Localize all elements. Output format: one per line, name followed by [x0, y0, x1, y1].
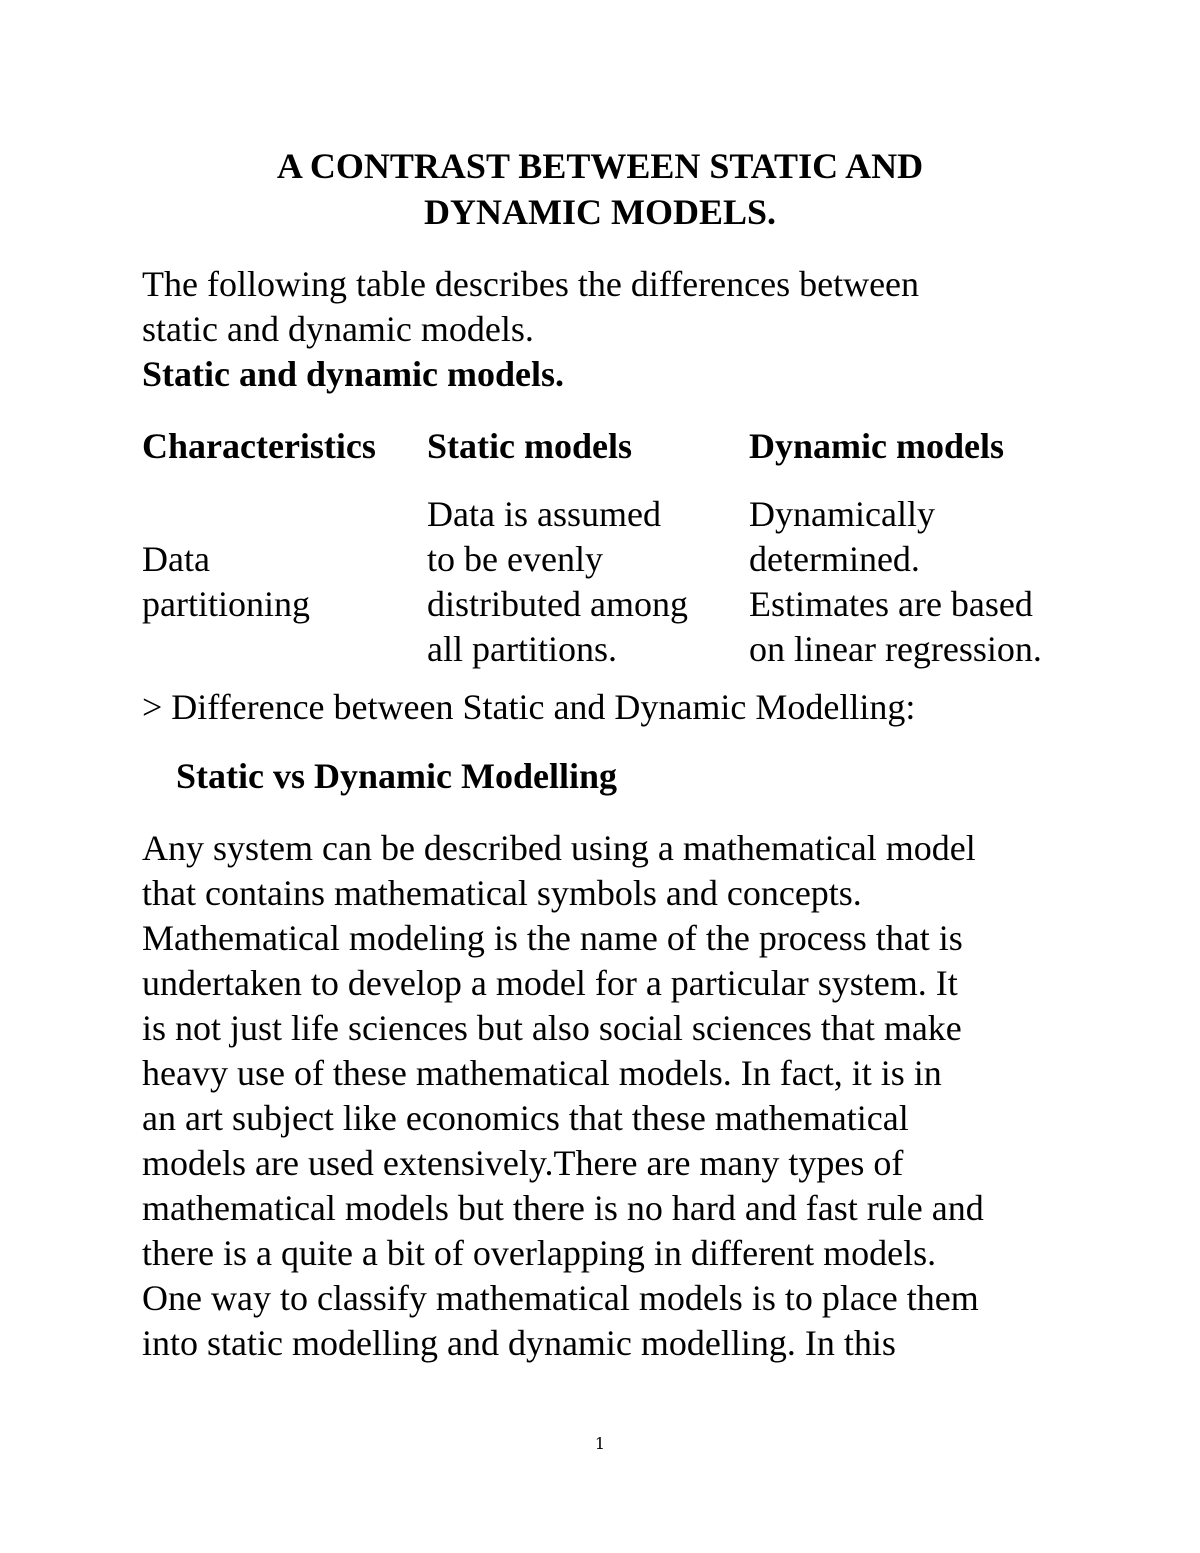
cell-line: partitioning	[142, 584, 310, 624]
table-cell-characteristic	[142, 537, 310, 627]
intro-line-2: static and dynamic models.	[142, 309, 534, 349]
body-line: Any system can be described using a mathematical model	[142, 828, 976, 868]
table-cell-dynamic	[749, 492, 1042, 672]
cell-line: on linear regression.	[749, 629, 1042, 669]
body-line: Mathematical modeling is the name of the process that is	[142, 918, 963, 958]
cell-line: all partitions.	[427, 629, 617, 669]
body-line: there is a quite a bit of overlapping in different models.	[142, 1233, 937, 1273]
cell-line: determined.	[749, 539, 920, 579]
section-heading: Static vs Dynamic Modelling	[176, 756, 617, 796]
body-line: One way to classify mathematical models is to place them	[142, 1278, 979, 1318]
table-header-characteristics: Characteristics	[142, 426, 376, 466]
intro-line-1: The following table describes the differences between	[142, 264, 920, 304]
difference-line: > Difference between Static and Dynamic Modelling:	[142, 687, 916, 727]
body-line: into static modelling and dynamic modelling. In this	[142, 1323, 896, 1363]
cell-line: Data is assumed	[427, 494, 661, 534]
cell-line: Dynamically	[749, 494, 935, 534]
body-line: models are used extensively.There are many types of	[142, 1143, 904, 1183]
body-line: an art subject like economics that these mathematical	[142, 1098, 909, 1138]
body-line: that contains mathematical symbols and concepts.	[142, 873, 862, 913]
body-line: undertaken to develop a model for a particular system. It	[142, 963, 958, 1003]
body-line: is not just life sciences but also social sciences that make	[142, 1008, 962, 1048]
table-caption: Static and dynamic models.	[142, 354, 565, 394]
document-title-line-2: DYNAMIC MODELS.	[423, 192, 776, 232]
table-cell-static	[427, 492, 688, 672]
body-line: heavy use of these mathematical models. In fact, it is in	[142, 1053, 942, 1093]
cell-line: Data	[142, 539, 210, 579]
cell-line: to be evenly	[427, 539, 603, 579]
table-header-dynamic-models: Dynamic models	[749, 426, 1004, 466]
body-line: mathematical models but there is no hard and fast rule and	[142, 1188, 984, 1228]
document-title-line-1: A CONTRAST BETWEEN STATIC AND	[276, 146, 924, 186]
page-number: 1	[594, 1434, 606, 1453]
table-header-static-models: Static models	[427, 426, 632, 466]
cell-line: Estimates are based	[749, 584, 1033, 624]
cell-line: distributed among	[427, 584, 688, 624]
